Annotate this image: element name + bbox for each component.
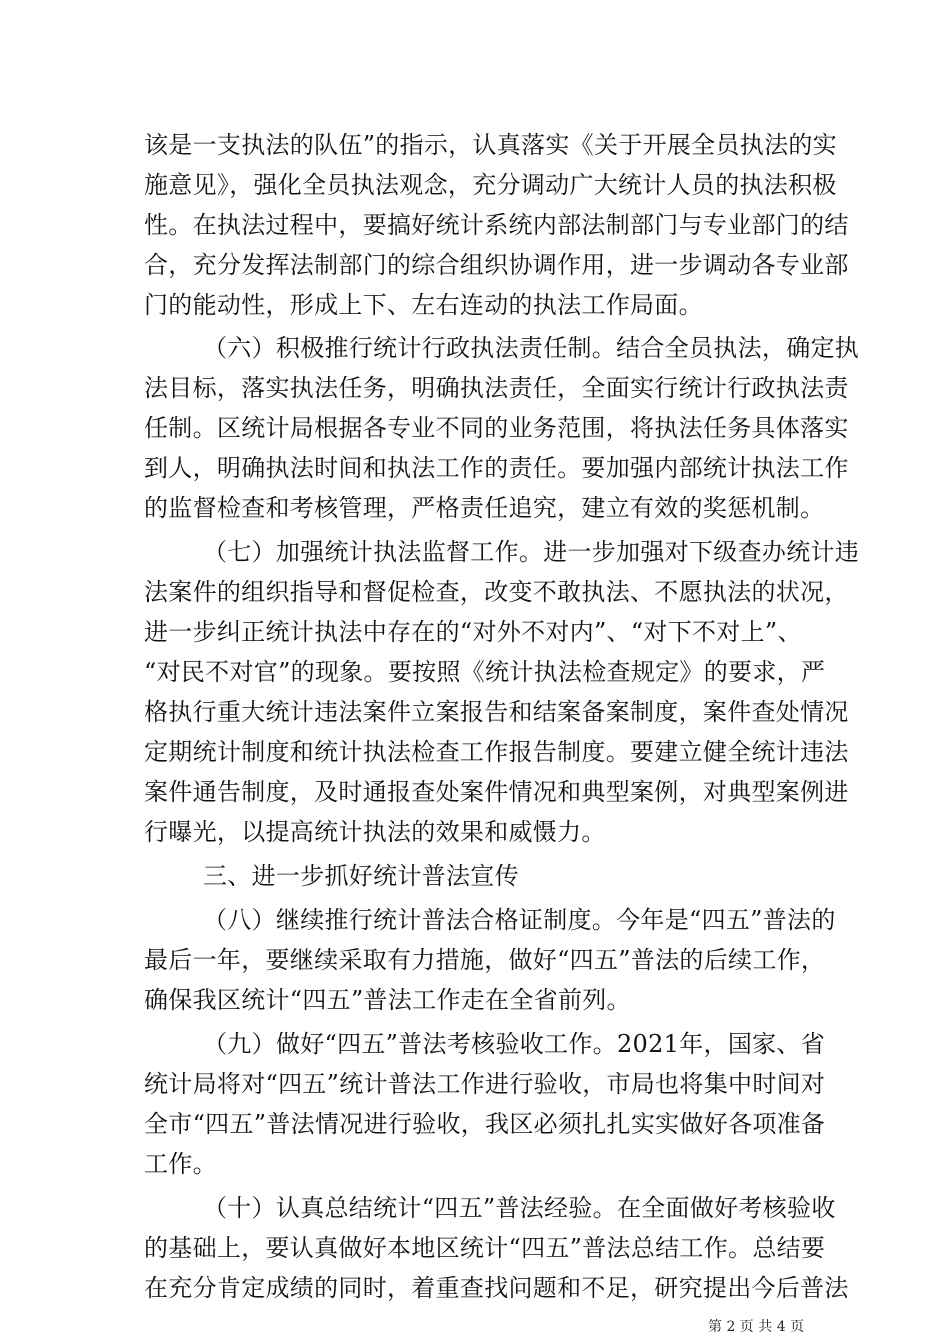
paragraph-seven-heading: （七）加强统计执法监督工作。进一步加强对下级查办统计违 bbox=[203, 538, 860, 566]
text-line: 全市“四五”普法情况进行验收，我区必须扎扎实实做好各项准备 bbox=[144, 1110, 826, 1138]
paragraph-six-heading: （六）积极推行统计行政执法责任制。结合全员执法，确定执 bbox=[203, 334, 860, 362]
text-line: 行曝光，以提高统计执法的效果和威慑力。 bbox=[144, 818, 606, 846]
text-line: 进一步纠正统计执法中存在的“对外不对内”、“对下不对上”、 bbox=[144, 618, 802, 646]
text-line: 最后一年，要继续采取有力措施，做好“四五”普法的后续工作， bbox=[144, 946, 826, 974]
paragraph-nine-heading: （九）做好“四五”普法考核验收工作。2021年，国家、省 bbox=[203, 1030, 826, 1058]
text-line: 定期统计制度和统计执法检查工作报告制度。要建立健全统计违法 bbox=[144, 738, 849, 766]
text-line: 施意见》，强化全员执法观念，充分调动广大统计人员的执法积极 bbox=[144, 171, 837, 199]
page-number-footer: 第 2 页 共 4 页 bbox=[708, 1319, 805, 1335]
text-line: 案件通告制度，及时通报查处案件情况和典型案例，对典型案例进 bbox=[144, 778, 849, 806]
text-line: “对民不对官”的现象。要按照《统计执法检查规定》的要求，严 bbox=[144, 658, 826, 686]
text-line: 合，充分发挥法制部门的综合组织协调作用，进一步调动各专业部 bbox=[144, 251, 849, 279]
text-line: 格执行重大统计违法案件立案报告和结案备案制度，案件查处情况 bbox=[144, 698, 849, 726]
section-three-heading: 三、进一步抓好统计普法宣传 bbox=[203, 862, 519, 890]
text-line: 的监督检查和考核管理，严格责任追究，建立有效的奖惩机制。 bbox=[144, 494, 825, 522]
text-line: 法案件的组织指导和督促检查，改变不敢执法、不愿执法的状况， bbox=[144, 578, 849, 606]
text-line: 门的能动性，形成上下、左右连动的执法工作局面。 bbox=[144, 291, 703, 319]
text-line: 到人，明确执法时间和执法工作的责任。要加强内部统计执法工作 bbox=[144, 454, 849, 482]
text-line: 在充分肯定成绩的同时，着重查找问题和不足，研究提出今后普法 bbox=[144, 1274, 849, 1302]
text-line: 确保我区统计“四五”普法工作走在全省前列。 bbox=[144, 986, 631, 1014]
text-line: 该是一支执法的队伍”的指示，认真落实《关于开展全员执法的实 bbox=[144, 131, 837, 159]
text-line: 统计局将对“四五”统计普法工作进行验收，市局也将集中时间对 bbox=[144, 1070, 826, 1098]
text-line: 任制。区统计局根据各专业不同的业务范围，将执法任务具体落实 bbox=[144, 414, 849, 442]
text-line: 工作。 bbox=[144, 1150, 217, 1178]
text-line: 的基础上，要认真做好本地区统计“四五”普法总结工作。总结要 bbox=[144, 1234, 826, 1262]
paragraph-eight-heading: （八）继续推行统计普法合格证制度。今年是“四五”普法的 bbox=[203, 906, 836, 934]
text-line: 性。在执法过程中，要搞好统计系统内部法制部门与专业部门的结 bbox=[144, 211, 849, 239]
text-line: 法目标，落实执法任务，明确执法责任，全面实行统计行政执法责 bbox=[144, 374, 849, 402]
paragraph-ten-heading: （十）认真总结统计“四五”普法经验。在全面做好考核验收 bbox=[203, 1194, 836, 1222]
